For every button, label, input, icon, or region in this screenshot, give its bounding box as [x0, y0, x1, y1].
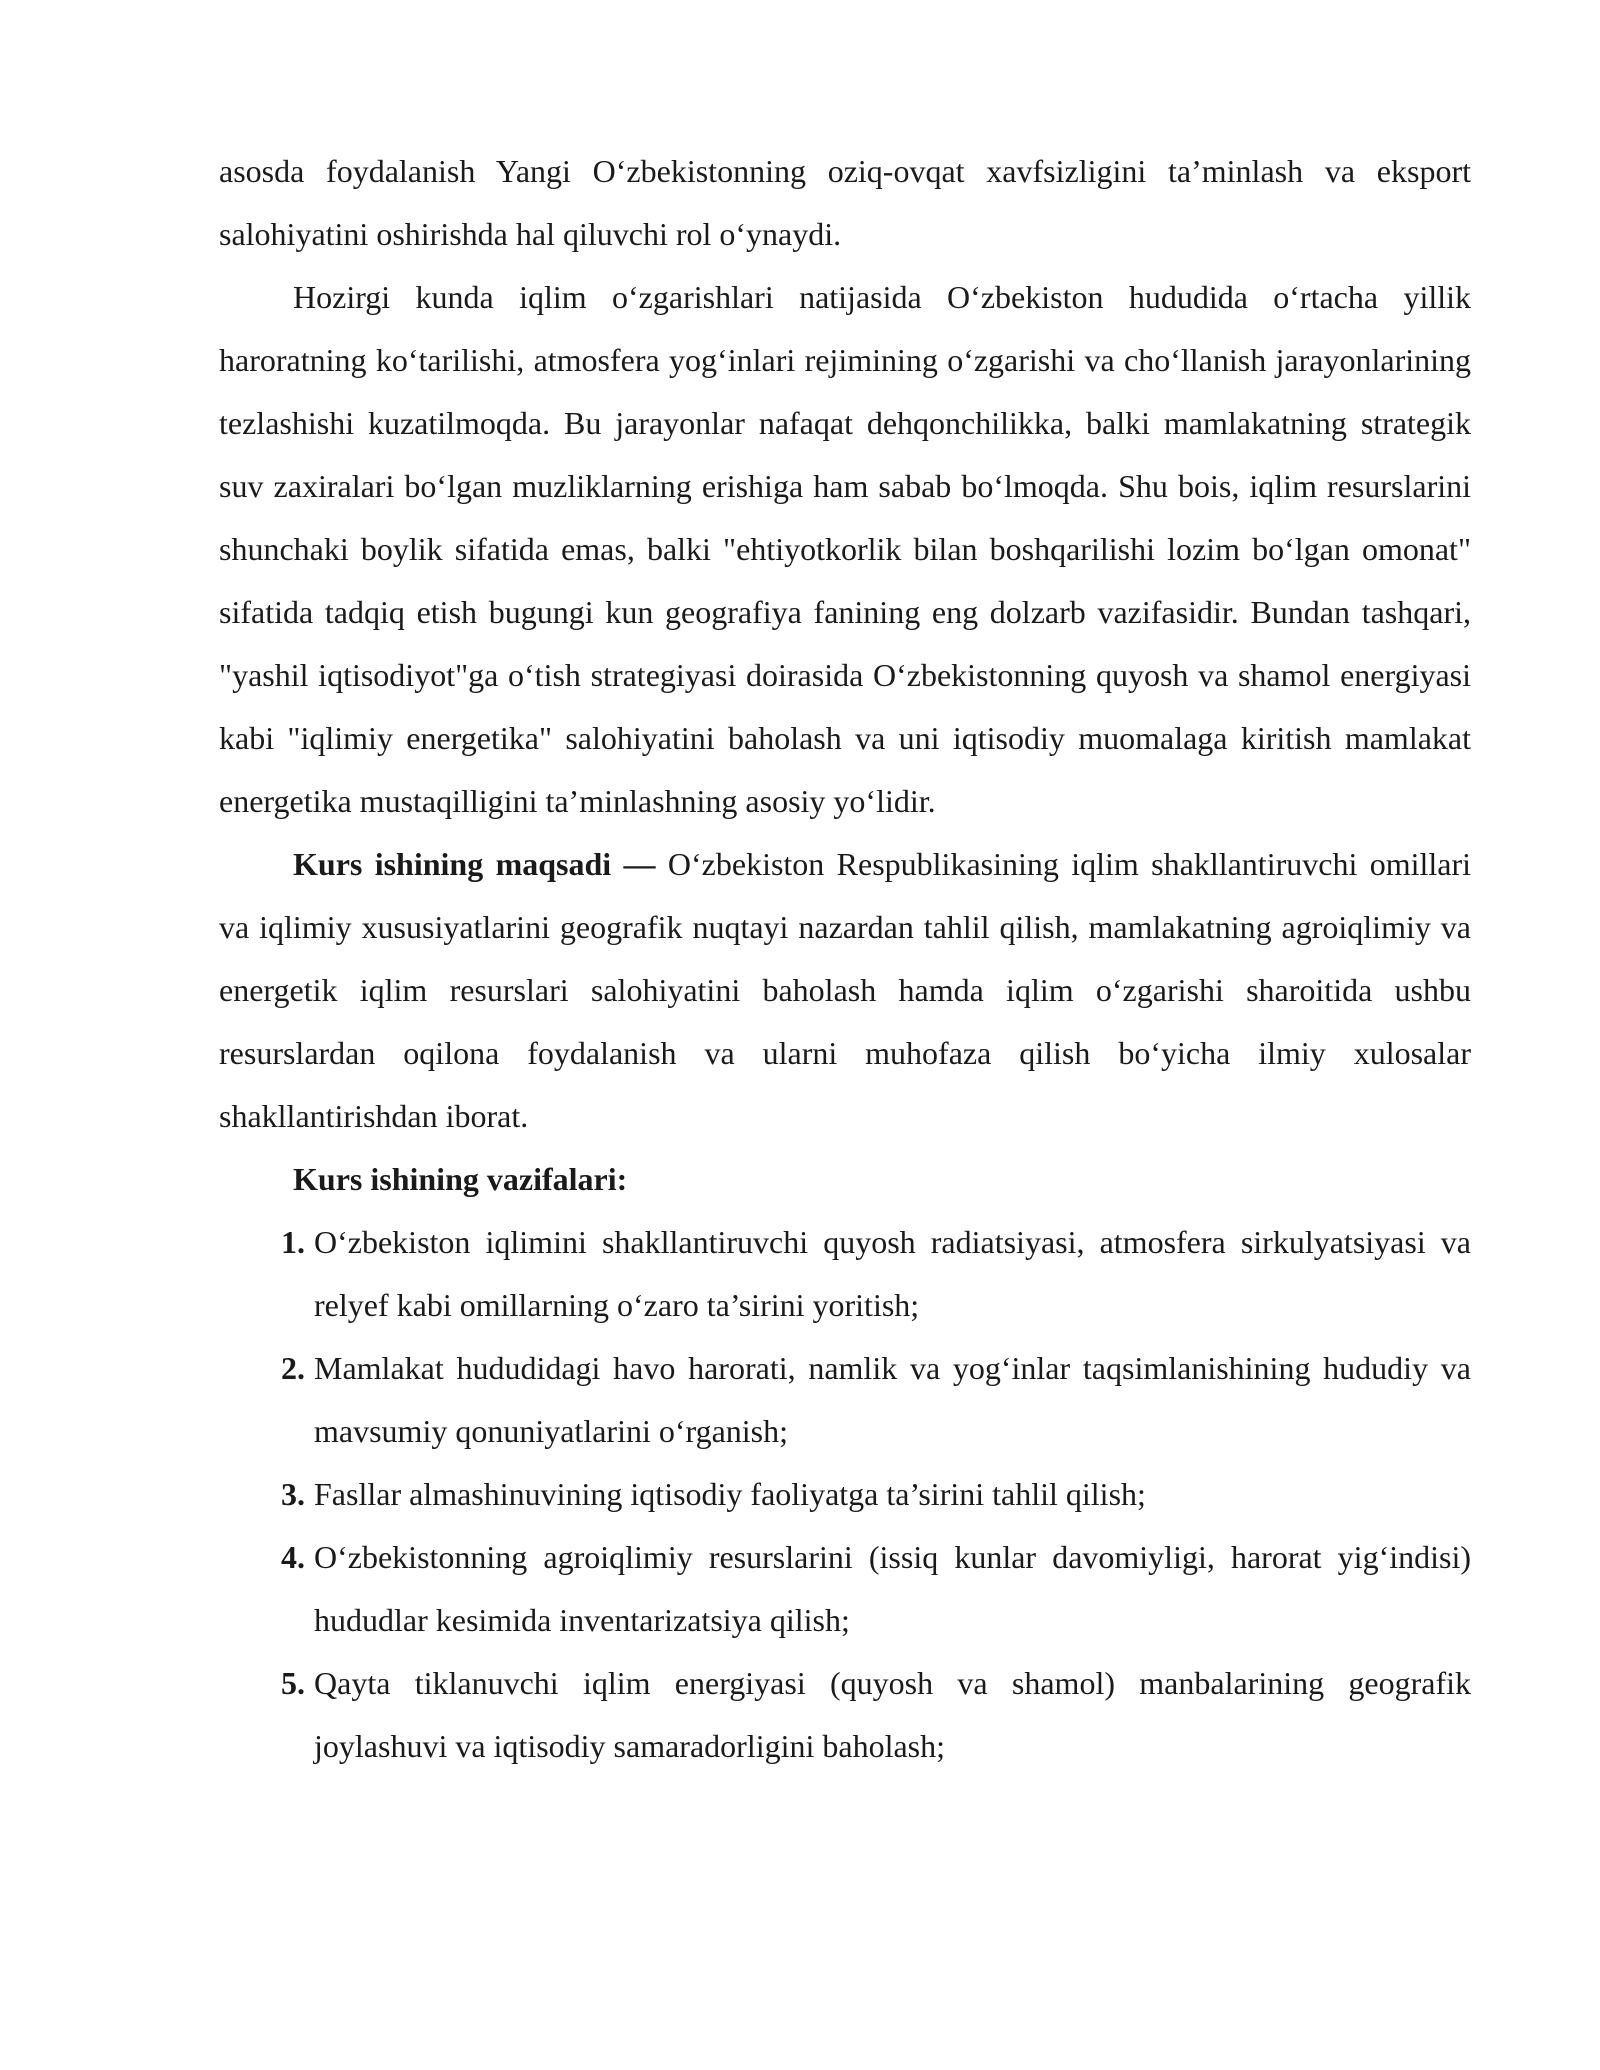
list-item — [219, 1463, 1471, 1526]
goal-lead: Kurs ishining maqsadi — — [293, 846, 656, 882]
list-item-text: O‘zbekiston iqlimini shakllantiruvchi quyosh radiatsiyasi, atmosfera sirkulyatsiyasi va relyef kabi omillarning o‘zaro ta’sirini yoritish; — [314, 1224, 1471, 1323]
paragraph-course-goal — [219, 833, 1471, 1148]
paragraph-text: O‘zbekiston Respublikasining iqlim shakllantiruvchi omillari va iqlimiy xususiyatlarini geografik nuqtayi nazardan tahlil qilish, mamlakatning agroiqlimiy va energetik iqlim resurslari salohiyatini baholash hamda iqlim o‘zgarishi sharoitida ushbu resurslardan oqilona foydalanish va ularni muhofaza qilish bo‘yicha ilmiy xulosalar shakllantirishdan iborat. — [219, 846, 1471, 1134]
document-page — [219, 140, 1471, 1778]
tasks-list — [219, 1211, 1471, 1778]
list-item — [219, 1526, 1471, 1652]
paragraph-continuation — [219, 140, 1471, 266]
tasks-heading: Kurs ishining vazifalari: — [293, 1161, 628, 1197]
list-item — [219, 1211, 1471, 1337]
list-item — [219, 1337, 1471, 1463]
list-item-number: 1. — [281, 1224, 305, 1260]
list-item-text: Qayta tiklanuvchi iqlim energiyasi (quyosh va shamol) manbalarining geografik joylashuvi va iqtisodiy samaradorligini baholash; — [314, 1665, 1471, 1764]
list-item-text: O‘zbekistonning agroiqlimiy resurslarini (issiq kunlar davomiyligi, harorat yig‘indisi) hududlar kesimida inventarizatsiya qilish; — [314, 1539, 1471, 1638]
list-item-number: 5. — [281, 1665, 305, 1701]
list-item-number: 4. — [281, 1539, 305, 1575]
paragraph-text: Hozirgi kunda iqlim o‘zgarishlari natijasida O‘zbekiston hududida o‘rtacha yillik haroratning ko‘tarilishi, atmosfera yog‘inlari rejimining o‘zgarishi va cho‘llanish jarayonlarining tezlashishi kuzatilmoqda. Bu jarayonlar nafaqat dehqonchilikka, balki mamlakatning strategik suv zaxiralari bo‘lgan muzliklarning erishiga ham sabab bo‘lmoqda. Shu bois, iqlim resurslarini shunchaki boylik sifatida emas, balki "ehtiyotkorlik bilan boshqarilishi lozim bo‘lgan omonat" sifatida tadqiq etish bugungi kun geografiya fanining eng dolzarb vazifasidir. Bundan tashqari, "yashil iqtisodiyot"ga o‘tish strategiyasi doirasida O‘zbekistonning quyosh va shamol energiyasi kabi "iqlimiy energetika" salohiyatini baholash va uni iqtisodiy muomalaga kiritish mamlakat energetika mustaqilligini ta’minlashning asosiy yo‘lidir. — [219, 279, 1471, 819]
paragraph-text: asosda foydalanish Yangi O‘zbekistonning oziq-ovqat xavfsizligini ta’minlash va eksport salohiyatini oshirishda hal qiluvchi rol o‘ynaydi. — [219, 153, 1471, 252]
list-item-number: 3. — [281, 1476, 305, 1512]
paragraph-climate-change — [219, 266, 1471, 833]
list-item-number: 2. — [281, 1350, 305, 1386]
list-item-text: Mamlakat hududidagi havo harorati, namlik va yog‘inlar taqsimlanishining hududiy va mavsumiy qonuniyatlarini o‘rganish; — [314, 1350, 1471, 1449]
list-item — [219, 1652, 1471, 1778]
list-item-text: Fasllar almashinuvining iqtisodiy faoliyatga ta’sirini tahlil qilish; — [314, 1476, 1146, 1512]
